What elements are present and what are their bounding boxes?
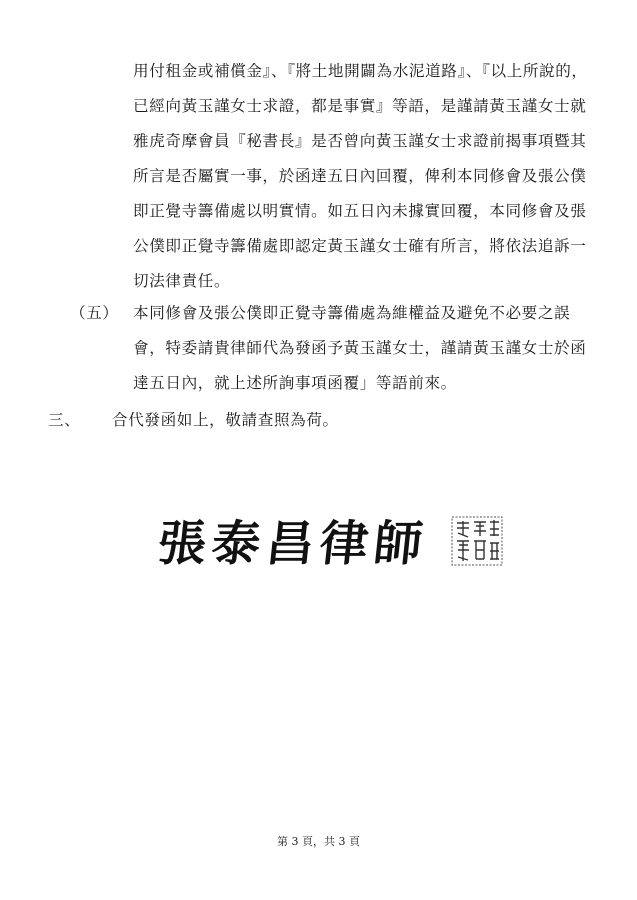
body-line: 用付租金或補償金』、『將土地開闢為水泥道路』、『以上所說的， [133,62,588,80]
item-line: 達五日內，就上述所詢事項函覆」等語前來。 [133,374,457,392]
body-line: 已經向黃玉謹女士求證，都是事實』等語，是謹請黃玉謹女士就 [133,97,587,115]
item-line: 本同修會及張公僕即正覺寺籌備處為維權益及避免不必要之誤 [133,304,571,322]
seal-icon [448,511,506,569]
section-marker: 三、 [48,411,81,429]
body-line: 即正覺寺籌備處以明實情。如五日內未據實回覆，本同修會及張 [133,202,587,220]
body-line: 切法律責任。 [133,272,231,290]
signature [155,508,448,580]
item-line: 會，特委請貴律師代為發函予黃玉謹女士，謹請黃玉謹女士於函 [133,339,587,357]
signature-text: 張泰昌律師 [155,516,431,572]
body-line: 雅虎奇摩會員『秘書長』是否曾向黃玉謹女士求證前揭事項暨其 [133,132,587,150]
body-line: 所言是否屬實一事，於函達五日內回覆，俾利本同修會及張公僕 [133,167,587,185]
page-number: 第 3 頁，共 3 頁 [277,835,360,848]
item-marker: （五） [70,304,119,322]
section-text: 合代發函如上，敬請查照為荷。 [112,411,339,429]
body-line: 公僕即正覺寺籌備處即認定黃玉謹女士確有所言，將依法追訴一 [133,237,587,255]
seal-stamp [448,511,506,569]
